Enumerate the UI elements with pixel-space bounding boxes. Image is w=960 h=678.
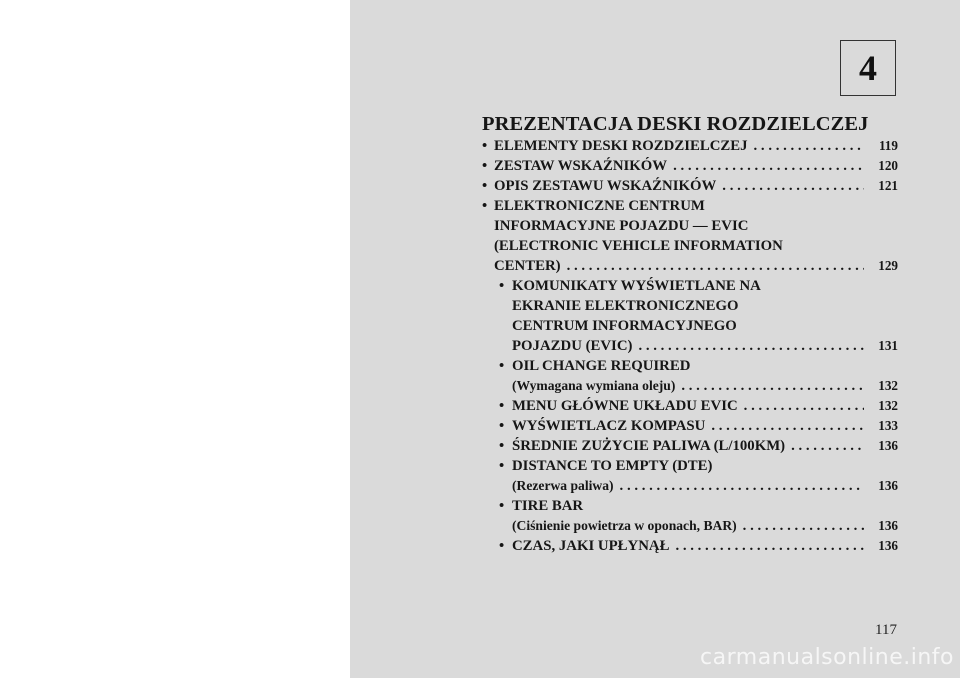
toc-entry-label: POJAZDU (EVIC) <box>512 338 633 354</box>
toc-entry-line: (ELECTRONIC VEHICLE INFORMATION <box>494 238 783 254</box>
dot-leader <box>669 536 864 556</box>
toc-entry-elementy-deski[interactable] <box>482 136 898 156</box>
toc-title: PREZENTACJA DESKI ROZDZIELCZEJ <box>482 113 869 135</box>
toc-entry-kompas[interactable] <box>482 416 898 436</box>
dot-leader <box>632 336 864 356</box>
toc-entry-srednie-zuzycie[interactable] <box>482 436 898 456</box>
toc-entry-page: 121 <box>878 178 898 193</box>
toc-entry-line: ELEKTRONICZNE CENTRUM <box>494 198 705 214</box>
bullet: • <box>499 398 505 414</box>
toc-entry-zestaw-wskaznikow[interactable] <box>482 156 898 176</box>
toc-entry-komunikaty[interactable] <box>482 276 898 356</box>
bullet: • <box>499 358 505 374</box>
watermark: carmanualsonline.info <box>700 645 954 670</box>
bullet: • <box>482 178 488 194</box>
dot-leader <box>748 136 864 156</box>
bullet: • <box>482 198 488 214</box>
bullet: • <box>499 498 505 514</box>
toc-entry-page: 136 <box>878 518 898 533</box>
toc-entry-line: CENTRUM INFORMACYJNEGO <box>512 318 737 334</box>
toc-entry-dte[interactable] <box>482 456 898 496</box>
toc-entry-page: 136 <box>878 438 898 453</box>
toc-entry-page: 120 <box>878 158 898 173</box>
dot-leader <box>561 256 864 276</box>
toc-entry-label: ŚREDNIE ZUŻYCIE PALIWA (L/100KM) <box>512 438 786 454</box>
manual-page <box>350 0 960 678</box>
toc-entry-line: OIL CHANGE REQUIRED <box>512 358 691 374</box>
toc-entry-page: 132 <box>878 378 898 393</box>
toc-entry-oil-change[interactable] <box>482 356 898 396</box>
toc-entry-czas[interactable] <box>482 536 898 556</box>
bullet: • <box>499 278 505 294</box>
toc-entry-menu-glowne[interactable] <box>482 396 898 416</box>
dot-leader <box>737 516 864 536</box>
toc-entry-label: (Ciśnienie powietrza w oponach, BAR) <box>512 518 737 533</box>
toc-entry-page: 136 <box>878 478 898 493</box>
toc-entry-evic[interactable] <box>482 196 898 276</box>
toc-entry-label: ELEMENTY DESKI ROZDZIELCZEJ <box>494 138 748 154</box>
toc-entry-page: 129 <box>878 258 898 273</box>
toc-entry-opis-zestawu[interactable] <box>482 176 898 196</box>
toc-entry-page: 119 <box>878 138 898 153</box>
toc-entry-label: CZAS, JAKI UPŁYNĄŁ <box>512 538 670 554</box>
page-number: 117 <box>875 622 897 638</box>
toc-entry-label: (Rezerwa paliwa) <box>512 478 614 493</box>
toc-entry-line: TIRE BAR <box>512 498 584 514</box>
table-of-contents <box>482 112 898 556</box>
toc-entry-label: WYŚWIETLACZ KOMPASU <box>512 418 706 434</box>
bullet: • <box>499 538 505 554</box>
toc-entry-label: OPIS ZESTAWU WSKAŹNIKÓW <box>494 178 717 194</box>
dot-leader <box>705 416 864 436</box>
toc-entry-page: 131 <box>878 338 898 353</box>
toc-entry-label: CENTER) <box>494 258 561 274</box>
toc-entry-page: 133 <box>878 418 898 433</box>
toc-entry-page: 136 <box>878 538 898 553</box>
dot-leader <box>614 476 864 496</box>
bullet: • <box>482 138 488 154</box>
toc-entry-line: EKRANIE ELEKTRONICZNEGO <box>512 298 739 314</box>
toc-entry-line: DISTANCE TO EMPTY (DTE) <box>512 458 713 474</box>
dot-leader <box>667 156 864 176</box>
chapter-number: 4 <box>859 48 877 88</box>
bullet: • <box>499 438 505 454</box>
bullet: • <box>499 418 505 434</box>
dot-leader <box>675 376 864 396</box>
toc-entry-line: KOMUNIKATY WYŚWIETLANE NA <box>512 278 761 294</box>
chapter-number-box <box>840 40 896 96</box>
toc-entry-page: 132 <box>878 398 898 413</box>
bullet: • <box>482 158 488 174</box>
toc-entry-line: INFORMACYJNE POJAZDU — EVIC <box>494 218 749 234</box>
bullet: • <box>499 458 505 474</box>
toc-entry-tire-bar[interactable] <box>482 496 898 536</box>
blank-left-page <box>0 0 350 678</box>
toc-entry-label: (Wymagana wymiana oleju) <box>512 378 676 393</box>
toc-entry-label: MENU GŁÓWNE UKŁADU EVIC <box>512 398 738 414</box>
dot-leader <box>738 396 864 416</box>
dot-leader <box>785 436 864 456</box>
toc-entry-label: ZESTAW WSKAŹNIKÓW <box>494 158 668 174</box>
dot-leader <box>716 176 864 196</box>
